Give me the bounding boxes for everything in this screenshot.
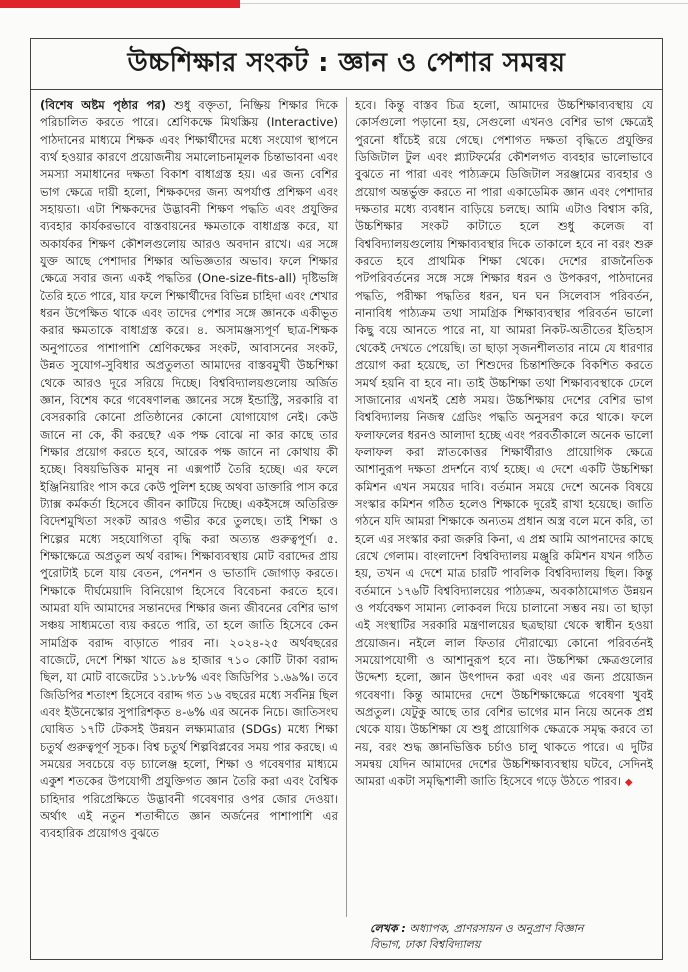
author-line-2: বিভাগ, ঢাকা বিশ্ববিদ্যালয়: [370, 938, 481, 951]
left-column-text: শুধু বক্তৃতা, নিষ্ক্রিয় শিক্ষার দিকে পরিচালিত করতে পারে। শ্রেণিকক্ষে মিথস্ক্রিয় (Interactive) পাঠদানের মাধ্যমে শিক্ষক এবং শিক্ষার্থীদের মধ্যে সংযোগ স্থাপনে ব্যর্থ হওয়ার কারণে প্রয়োজনীয় সমালোচনামূলক চিন্তাভাবনা এবং সমস্যা সমাধানের দক্ষতা বিকাশ বাধাগ্রস্ত হয়। এর জন্য বেশির ভাগ ক্ষেত্রে দায়ী হলো, শিক্ষকদের জন্য অপর্যাপ্ত প্রশিক্ষণ এবং সহায়তা। এটা শিক্ষকদের উদ্ভাবনী শিক্ষণ পদ্ধতি এবং প্রযুক্তির ব্যবহার কার্যকরভাবে বাস্তবায়নের ক্ষমতাকে বাধাগ্রস্ত করে, যা অকার্যকর শিক্ষণ কৌশলগুলোয় আরও অবদান রাখে। এর সঙ্গে যুক্ত আছে পেশাদার শিক্ষার অভিজ্ঞতার অভাব। ফলে শিক্ষার ক্ষেত্রে সবার জন্য একই পদ্ধতির (One-size-fits-all) দৃষ্টিভঙ্গি তৈরি হতে পারে, যার ফলে শিক্ষার্থীদের বিভিন্ন চাহিদা এবং শেখার ধরন উপেক্ষিত থাকে এবং তাদের পেশার সঙ্গে জ্ঞানকে একীভূত করার ক্ষমতাকে বাধাগ্রস্ত করে। ৪. অসামঞ্জস্যপূর্ণ ছাত্র-শিক্ষক অনুপাতের পাশাপাশি শ্রেণিকক্ষের সংকট, আবাসনের সংকট, উন্নত সুযোগ-সুবিধার অপ্রতুলতা আমাদের বাস্তবমুখী উচ্চশিক্ষা থেকে আরও দূরে সরিয়ে দিচ্ছে। বিশ্ববিদ্যালয়গুলোয় অর্জিত জ্ঞান, বিশেষ করে গবেষণালব্ধ জ্ঞানের সঙ্গে ইন্ডাস্ট্রি, সরকারি বা বেসরকারি কোনো প্রতিষ্ঠানের কোনো যোগাযোগ নেই। কেউ জানে না কে, কী করছে? এক পক্ষ বোঝে না কার কাছে তার শিক্ষার প্রয়োগ করতে হবে, আরেক পক্ষ জানে না কোথায় কী হচ্ছে। বিষয়ভিত্তিক মানুষ না এক্সপার্ট তৈরি হচ্ছে। এর ফলে ইঞ্জিনিয়ারিং পাস করে কেউ পুলিশ হচ্ছে অথবা ডাক্তারি পাস করে ট্যাক্স কর্মকর্তা হিসেবে জীবন কাটিয়ে দিচ্ছে। একইসঙ্গে অতিরিক্ত বিদেশমুখিতা সংকট আরও গভীর করে তুলছে। তাই শিক্ষা ও শিল্পের মধ্যে সহযোগিতা বৃদ্ধি করা অত্যন্ত গুরুত্বপূর্ণ। ৫. শিক্ষাক্ষেত্রে অপ্রতুল অর্থ বরাদ্দ। শিক্ষাব্যবস্থায় মোট বরাদ্দের প্রায় পুরোটাই চলে যায় বেতন, পেনশন ও ভাতাদি জোগাড় করতে। শিক্ষাকে দীর্ঘমেয়াদি বিনিয়োগ হিসেবে বিবেচনা করতে হবে। আমরা যদি আমাদের সন্তানদের শিক্ষার জন্য জীবনের বেশির ভাগ সঞ্চয় সাধ্যমতো ব্যয় করতে পারি, তা হলে জাতি হিসেবে কেন সামগ্রিক বরাদ্দ বাড়াতে পারব না। ২০২৪-২৫ অর্থবছরের বাজেটে, দেশে শিক্ষা খাতে ৯৪ হাজার ৭১০ কোটি টাকা বরাদ্দ ছিল, যা মোট বাজেটের ১১.৮৮% এবং জিডিপির ১.৬৯%। তবে জিডিপির শতাংশ হিসেবে বরাদ্দ গত ১৬ বছরের মধ্যে সর্বনিম্ন ছিল এবং ইউনেস্কোর সুপারিশকৃত ৪-৬% এর অনেক নিচে। জাতিসংঘ ঘোষিত ১৭টি টেকসই উন্নয়ন লক্ষ্যমাত্রার (SDGs) মধ্যে শিক্ষা চতুর্থ গুরুত্বপূর্ণ সূচক। বিশ্ব চতুর্থ শিল্পবিপ্লবের সময় পার করছে। এ সময়ের সবচেয়ে বড় চ্যালেঞ্জ হলো, শিক্ষা ও গবেষণার মাধ্যমে একুশ শতকের উপযোগী প্রযুক্তিগত জ্ঞান তৈরি করা এবং বৈশ্বিক চাহিদার পরিপ্রেক্ষিতে উদ্ভাবনী গবেষণার ওপর জোর দেওয়া। অর্থাৎ এই নতুন শতাব্দীতে জ্ঞান অর্জনের পাশাপাশি এর ব্যবহারিক প্রয়োগও বুঝতে: [40, 98, 338, 841]
right-column: [355, 97, 653, 917]
column-divider: [346, 97, 347, 917]
author-label: লেখক :: [370, 922, 406, 935]
right-paragraph: [355, 97, 653, 792]
continued-from-label: (বিশেষ অষ্টম পৃষ্ঠার পর): [40, 98, 167, 112]
page-margin: [672, 0, 688, 972]
top-strip: [0, 0, 688, 22]
left-paragraph: [40, 97, 338, 843]
end-mark-icon: ◆: [624, 777, 633, 789]
top-red-rule: [0, 0, 240, 8]
headline: উচ্চশিক্ষার সংকট : জ্ঞান ও পেশার সমন্বয়: [127, 47, 566, 78]
top-thin-rule: [240, 3, 688, 4]
author-line-1: অধ্যাপক, প্রাণরসায়ন ও অনুপ্রাণ বিজ্ঞান: [409, 922, 584, 935]
article-body: [40, 97, 653, 917]
author-credit: [370, 921, 670, 953]
headline-box: [30, 38, 663, 90]
right-column-text: হবে। কিন্তু বাস্তব চিত্র হলো, আমাদের উচ্চশিক্ষাব্যবস্থায় যে কোর্সগুলো পড়ানো হয়, সেগুলো এখনও বেশির ভাগ ক্ষেত্রেই পুরনো ধাঁচেই রয়ে গেছে। পেশাগত দক্ষতা বৃদ্ধিতে প্রযুক্তির ডিজিটাল টুল এবং প্ল্যাটফর্মের কৌশলগত ব্যবহার ভালোভাবে বুঝতে না পারা এবং পাঠ্যক্রমে ডিজিটাল সরঞ্জামের ব্যবহার ও প্রয়োগ অন্তর্ভুক্ত করতে না পারা একাডেমিক জ্ঞান এবং পেশাদার দক্ষতার মধ্যে ব্যবধান বাড়িয়ে চলছে। আমি এটাও বিশ্বাস করি, উচ্চশিক্ষার সংকট কাটাতে হলে শুধু কলেজ বা বিশ্ববিদ্যালয়গুলোয় শিক্ষাব্যবস্থার দিকে তাকালে হবে না বরং শুরু করতে হবে প্রাথমিক শিক্ষা থেকে। দেশের রাজনৈতিক পটপরিবর্তনের সঙ্গে সঙ্গে শিক্ষার ধরন ও উপকরণ, পাঠদানের পদ্ধতি, পরীক্ষা পদ্ধতির ধরন, ঘন ঘন সিলেবাস পরিবর্তন, নানাবিধ পাঠ্যক্রম তথা সামগ্রিক শিক্ষাব্যবস্থার পরিবর্তন ভালো কিছু বয়ে আনতে পারে না, যা আমরা নিকট-অতীতের ইতিহাস থেকেই দেখতে পেয়েছি। তা ছাড়া সৃজনশীলতার নামে যে ধারণার প্রয়োগ করা হয়েছে, তা শিশুদের চিন্তাশক্তিকে বিকশিত করতে সমর্থ হয়নি বা হবে না। তাই উচ্চশিক্ষা তথা শিক্ষাব্যবস্থাকে ঢেলে সাজানোর এখনই শ্রেষ্ঠ সময়। উচ্চশিক্ষায় দেশের বেশির ভাগ বিশ্ববিদ্যালয় নিজস্ব গ্রেডিং পদ্ধতি অনুসরণ করে থাকে। ফলে ফলাফলের ধরনও আলাদা হচ্ছে এবং পরবর্তীকালে অনেক ভালো ফলাফল করা স্নাতকোত্তর শিক্ষার্থীরাও প্রায়োগিক ক্ষেত্রে আশানুরূপ দক্ষতা প্রদর্শনে ব্যর্থ হচ্ছে। এ দেশে একটি উচ্চশিক্ষা কমিশন এখন সময়ের দাবি। বর্তমান সময়ে দেশে অনেক বিষয়ে সংস্কার কমিশন গঠিত হলেও শিক্ষাকে দূরেই রাখা হয়েছে। জাতি গঠনে যদি আমরা শিক্ষাকে অন্যতম প্রধান অস্ত্র বলে মনে করি, তা হলে এর সংস্কার করা জরুরি কিনা, এ প্রশ্ন আমি আপনাদের কাছে রেখে গেলাম। বাংলাদেশ বিশ্ববিদ্যালয় মঞ্জুরি কমিশন যখন গঠিত হয়, তখন এ দেশে মাত্র চারটি পাবলিক বিশ্ববিদ্যালয় ছিল। কিন্তু বর্তমানে ১৭৬টি বিশ্ববিদ্যালয়ের পাঠ্যক্রম, অবকাঠামোগত উন্নয়ন ও পর্যবেক্ষণ সামান্য লোকবল দিয়ে চালানো সম্ভব নয়। তা ছাড়া এই সংস্থাটির সরকারি মন্ত্রণালয়ের ছত্রছায়া থেকে স্বাধীন হওয়া প্রয়োজন। নইলে লাল ফিতার দৌরাত্ম্যে কোনো পরিবর্তনই সময়োপযোগী ও আশানুরূপ হবে না। উচ্চশিক্ষা ক্ষেত্রগুলোর উদ্দেশ্য হলো, জ্ঞান উৎপাদন করা এবং এর জন্য প্রয়োজন গবেষণা। কিন্তু আমাদের দেশে উচ্চশিক্ষাক্ষেত্রে গবেষণা খুবই অপ্রতুল। যেটুকু আছে তার বেশির ভাগের মান নিয়ে অনেক প্রশ্ন থেকে যায়। উচ্চশিক্ষা যে শুধু প্রায়োগিক ক্ষেত্রকে সমৃদ্ধ করবে তা নয়, বরং শুদ্ধ জ্ঞানভিত্তিক চর্চাও চালু থাকতে পারে। এ দুটির সমন্বয় যেদিন আমাদের দেশের উচ্চশিক্ষাব্যবস্থায় ঘটবে, সেদিনই আমরা একটা সমৃদ্ধিশালী জাতি হিসেবে গড়ে উঠতে পারব।: [355, 98, 653, 789]
left-column: [40, 97, 338, 917]
